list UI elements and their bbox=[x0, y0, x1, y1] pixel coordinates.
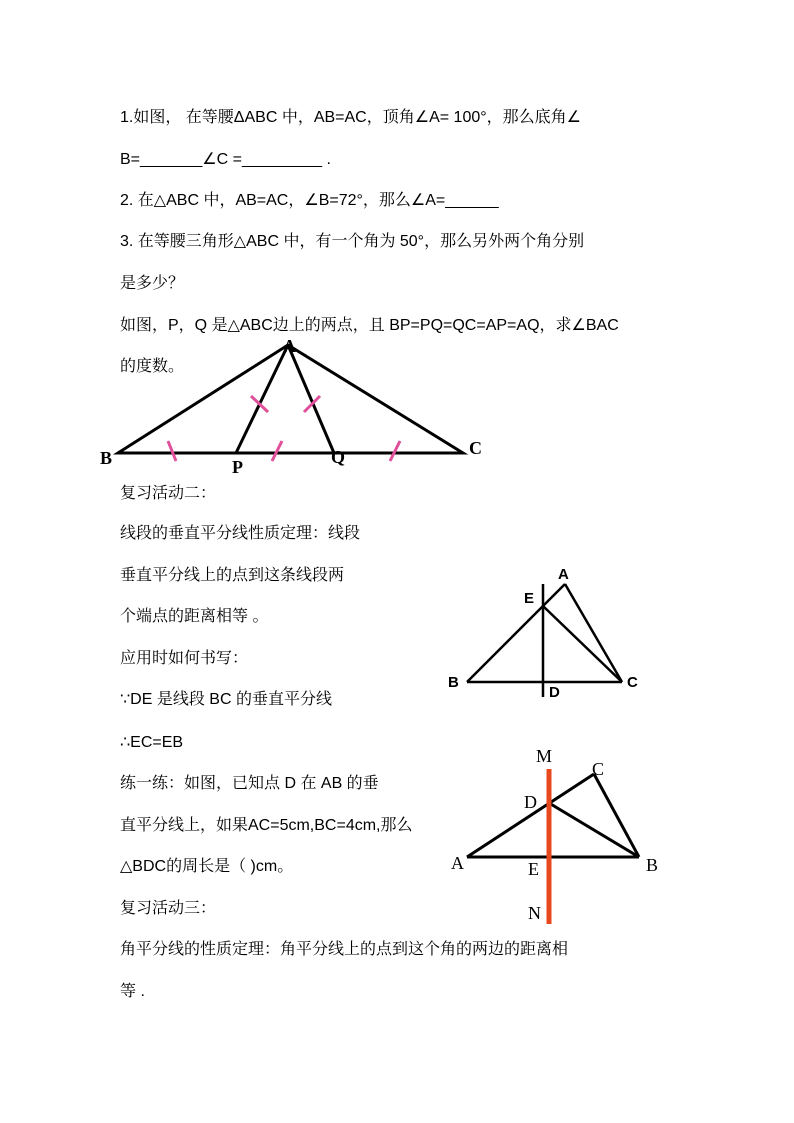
label-q: Q bbox=[331, 447, 346, 467]
label-d: D bbox=[524, 792, 537, 812]
review-activity-2-heading: 复习活动二： bbox=[120, 485, 217, 502]
apply-heading: 应用时如何书写： bbox=[120, 650, 249, 667]
label-b: B bbox=[100, 448, 113, 468]
question-3-line-1: 3. 在等腰三角形△ABC 中，有一个角为 50°，那么另外两个角分别 bbox=[120, 233, 585, 250]
question-3-line-2: 是多少？ bbox=[120, 275, 185, 292]
exercise-line-3: △BDC的周长是（ )cm。 bbox=[120, 858, 294, 875]
therefore-statement: ∴EC=EB bbox=[120, 734, 184, 751]
label-p: P bbox=[232, 457, 243, 477]
exercise-line-2: 直平分线上，如果AC=5cm,BC=4cm,那么 bbox=[120, 817, 413, 834]
question-2: 2. 在△ABC 中，AB=AC，∠B=72°，那么∠A=______ bbox=[120, 192, 499, 209]
label-a: A bbox=[283, 336, 296, 356]
because-statement: ∵DE 是线段 BC 的垂直平分线 bbox=[120, 691, 332, 708]
label-m: M bbox=[536, 746, 553, 766]
review-activity-3-heading: 复习活动三： bbox=[120, 900, 217, 917]
theorem-2-line-2: 等 . bbox=[120, 983, 145, 1000]
question-4-line-1: 如图，P，Q 是△ABC边上的两点，且 BP=PQ=QC=AP=AQ，求∠BAC bbox=[120, 317, 619, 334]
label-e: E bbox=[528, 859, 539, 879]
label-b: B bbox=[448, 674, 459, 691]
question-1-line-1: 1.如图， 在等腰ΔABC 中，AB=AC，顶角∠A= 100°，那么底角∠ bbox=[120, 109, 581, 126]
label-a: A bbox=[451, 853, 464, 873]
exercise-line-1: 练一练：如图，已知点 D 在 AB 的垂 bbox=[120, 775, 379, 792]
question-1-line-2: B=_______∠C =_________ . bbox=[120, 151, 331, 168]
segment-ac bbox=[467, 774, 594, 857]
theorem-2-line-1: 角平分线的性质定理：角平分线上的点到这个角的两边的距离相 bbox=[120, 941, 569, 958]
label-a: A bbox=[558, 566, 569, 583]
theorem-1-line-1: 线段的垂直平分线性质定理：线段 bbox=[120, 525, 361, 542]
label-e: E bbox=[524, 590, 535, 607]
question-4-line-2: 的度数。 bbox=[120, 358, 185, 375]
label-d: D bbox=[549, 684, 560, 701]
label-b: B bbox=[646, 855, 659, 875]
theorem-1-line-2: 垂直平分线上的点到这条线段两 bbox=[120, 567, 345, 584]
label-n: N bbox=[528, 903, 541, 923]
theorem-1-line-3: 个端点的距离相等 。 bbox=[120, 608, 269, 625]
label-c: C bbox=[469, 438, 482, 458]
label-c: C bbox=[627, 674, 638, 691]
label-c: C bbox=[592, 759, 605, 779]
